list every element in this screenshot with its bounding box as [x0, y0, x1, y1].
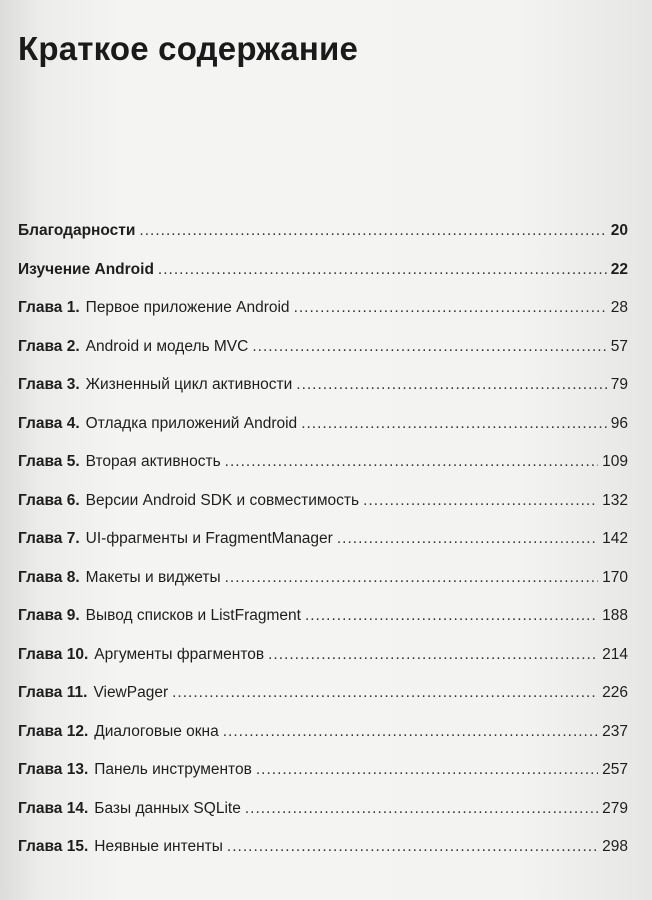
- page-number: 257: [602, 761, 628, 778]
- chapter-number: Глава 9.: [18, 607, 80, 624]
- toc-entry: [18, 222, 628, 261]
- toc-entry: [18, 569, 628, 608]
- page-number: 96: [610, 414, 628, 432]
- toc-entry: [18, 761, 628, 800]
- toc-entry: [18, 723, 628, 762]
- chapter-number: Глава 6.: [18, 491, 80, 509]
- dot-leader: [363, 492, 598, 510]
- chapter-number: Глава 8.: [18, 568, 80, 586]
- dot-leader: [337, 530, 598, 548]
- page-number: 188: [602, 607, 628, 624]
- chapter-number: Глава 7.: [18, 530, 80, 547]
- chapter-title: Изучение Android: [18, 260, 154, 278]
- dot-leader: [223, 723, 598, 741]
- dot-leader: [158, 261, 607, 279]
- chapter-title: Диалоговые окна: [94, 722, 219, 740]
- dot-leader: [139, 222, 606, 240]
- page-number: 170: [602, 568, 628, 586]
- page-number: 28: [610, 299, 628, 316]
- toc-entry: [18, 299, 628, 338]
- dot-leader: [252, 338, 606, 356]
- chapter-title: UI-фрагменты и FragmentManager: [85, 530, 333, 547]
- chapter-number: Глава 5.: [18, 453, 80, 470]
- dot-leader: [225, 569, 599, 587]
- toc-entry: [18, 453, 628, 492]
- chapter-number: Глава 2.: [18, 337, 80, 355]
- dot-leader: [301, 415, 607, 433]
- table-of-contents: [18, 222, 628, 877]
- page-number: 20: [610, 222, 628, 239]
- page-number: 79: [610, 376, 628, 393]
- chapter-number: Глава 10.: [18, 645, 89, 663]
- page-number: 22: [610, 260, 628, 278]
- chapter-title: Вторая активность: [85, 453, 221, 470]
- page-number: 298: [602, 838, 628, 855]
- chapter-title: Жизненный цикл активности: [85, 376, 293, 393]
- page-number: 214: [602, 645, 628, 663]
- toc-entry: [18, 530, 628, 569]
- page-number: 237: [602, 722, 628, 740]
- toc-entry: [18, 338, 628, 377]
- dot-leader: [294, 299, 607, 317]
- chapter-number: Глава 15.: [18, 838, 89, 855]
- chapter-title: Неявные интенты: [94, 838, 223, 855]
- chapter-number: Глава 3.: [18, 376, 80, 393]
- dot-leader: [225, 453, 598, 471]
- page-number: 279: [602, 799, 628, 817]
- chapter-title: Вывод списков и ListFragment: [85, 607, 301, 624]
- dot-leader: [245, 800, 598, 818]
- dot-leader: [172, 684, 598, 702]
- chapter-number: Глава 11.: [18, 684, 88, 701]
- dot-leader: [268, 646, 598, 664]
- chapter-number: Глава 13.: [18, 761, 89, 778]
- chapter-title: Макеты и виджеты: [85, 568, 221, 586]
- page-number: 142: [602, 530, 628, 547]
- dot-leader: [256, 761, 598, 779]
- dot-leader: [227, 838, 598, 856]
- dot-leader: [296, 376, 606, 394]
- chapter-number: Глава 12.: [18, 722, 89, 740]
- chapter-title: Панель инструментов: [94, 761, 252, 778]
- chapter-title: Отладка приложений Android: [85, 414, 298, 432]
- chapter-title: Базы данных SQLite: [94, 799, 241, 817]
- chapter-number: Глава 1.: [18, 299, 80, 316]
- chapter-title: Android и модель MVC: [85, 337, 249, 355]
- toc-entry: [18, 607, 628, 646]
- toc-entry: [18, 684, 628, 723]
- dot-leader: [305, 607, 598, 625]
- chapter-title: Первое приложение Android: [85, 299, 290, 316]
- toc-entry: [18, 492, 628, 531]
- chapter-title: ViewPager: [93, 684, 169, 701]
- toc-entry: [18, 415, 628, 454]
- page-number: 109: [602, 453, 628, 470]
- page-number: 57: [610, 337, 628, 355]
- page-title: Краткое содержание: [18, 30, 358, 67]
- toc-entry: [18, 800, 628, 839]
- chapter-title: Аргументы фрагментов: [94, 645, 265, 663]
- toc-entry: [18, 376, 628, 415]
- chapter-number: Глава 4.: [18, 414, 80, 432]
- toc-entry: [18, 261, 628, 300]
- page-number: 132: [602, 491, 628, 509]
- chapter-number: Глава 14.: [18, 799, 89, 817]
- toc-entry: [18, 838, 628, 877]
- page-number: 226: [602, 684, 628, 701]
- chapter-title: Версии Android SDK и совместимость: [85, 491, 360, 509]
- toc-entry: [18, 646, 628, 685]
- chapter-title: Благодарности: [18, 222, 136, 239]
